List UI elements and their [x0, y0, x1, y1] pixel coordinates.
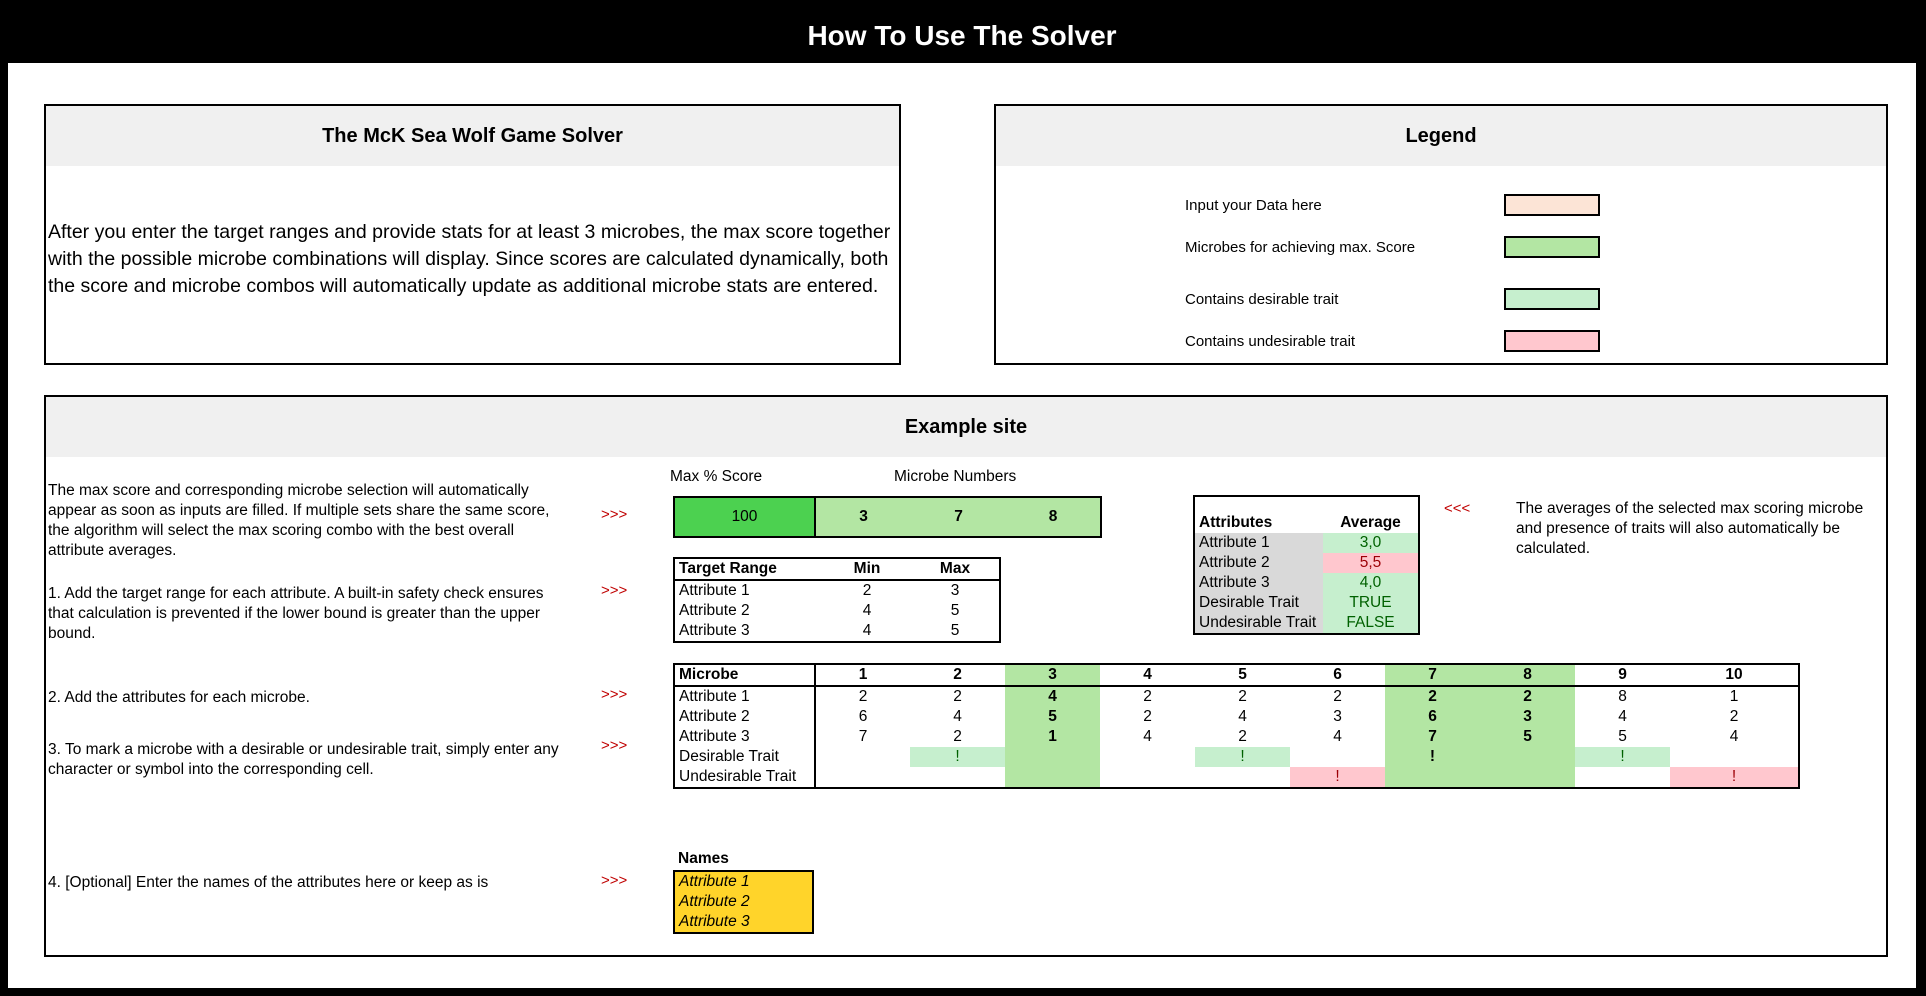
microbe-cell[interactable]: 5 — [1618, 728, 1627, 745]
min-cell[interactable]: 4 — [862, 622, 872, 639]
trait-cell[interactable]: ! — [1290, 767, 1385, 788]
table-row — [674, 580, 1000, 601]
trait-cell[interactable] — [1575, 767, 1670, 788]
arrow-indicator: >>> — [601, 686, 628, 703]
table-row — [674, 767, 1799, 788]
max-score-label: Max % Score — [670, 468, 763, 485]
row-label: Attribute 3 — [1194, 573, 1323, 593]
trait-cell[interactable] — [1670, 747, 1799, 767]
row-label: Attribute 2 — [1194, 553, 1323, 573]
microbe-header: 3 — [1005, 664, 1100, 686]
microbe-cell[interactable]: 4 — [1618, 708, 1627, 725]
spreadsheet — [8, 8, 1916, 988]
microbe-cell[interactable]: 1 — [1729, 688, 1739, 705]
trait-cell[interactable]: ! — [910, 747, 1005, 767]
table-row — [1194, 593, 1419, 613]
microbe-cell[interactable]: 2 — [858, 688, 868, 705]
target-range-table — [673, 557, 1001, 643]
trait-cell[interactable] — [910, 767, 1005, 788]
microbe-cell[interactable]: 2 — [1143, 688, 1152, 705]
row-label: Undesirable Trait — [674, 767, 815, 788]
averages-table — [1193, 495, 1420, 635]
average-value: TRUE — [1323, 593, 1419, 613]
trait-cell[interactable] — [1290, 747, 1385, 767]
microbe-cell[interactable]: 2 — [953, 728, 962, 745]
table-header: Target Range — [679, 560, 777, 577]
arrow-indicator: >>> — [601, 872, 628, 889]
trait-cell[interactable] — [815, 767, 910, 788]
table-row — [674, 871, 813, 892]
table-header: Attributes — [1199, 514, 1273, 531]
microbe-header: 7 — [1385, 664, 1480, 686]
microbe-cell[interactable]: 5 — [1480, 727, 1575, 747]
table-row — [674, 621, 1000, 642]
microbe-cell[interactable]: 4 — [1729, 728, 1739, 745]
intro-body: After you enter the target ranges and provide stats for at least 3 microbes, the max score together with the possible microbe combinations will display. Since scores are calculated dynamically, both the score and microbe combos will automatically update as additional microbe stats are entered. — [48, 221, 891, 297]
microbe-header: 9 — [1618, 666, 1627, 683]
microbe-cell[interactable]: 2 — [953, 688, 962, 705]
microbe-cell[interactable]: 2 — [1333, 688, 1342, 705]
arrow-indicator: >>> — [601, 737, 628, 754]
page-title: How To Use The Solver — [8, 8, 1916, 63]
max-cell[interactable]: 3 — [950, 582, 960, 599]
trait-cell[interactable]: ! — [1670, 767, 1799, 788]
table-row — [674, 686, 1799, 707]
microbe-cell[interactable]: 6 — [858, 708, 868, 725]
trait-cell[interactable] — [1480, 767, 1575, 788]
microbe-header: 10 — [1725, 666, 1743, 683]
microbe-cell[interactable]: 3 — [1333, 708, 1342, 725]
table-row — [674, 912, 813, 933]
microbe-header: 1 — [858, 666, 868, 683]
row-label: Attribute 1 — [674, 686, 815, 707]
microbe-header: 2 — [953, 666, 962, 683]
note-max-score: The max score and corresponding microbe selection will automatically appear as soon as inputs are filled. If multiple sets share the same score, the algorithm will select the max scoring combo with the best overall attribute averages. — [48, 482, 550, 559]
row-label: Attribute 3 — [674, 727, 815, 747]
table-header: Min — [853, 560, 881, 577]
trait-cell[interactable] — [1480, 747, 1575, 767]
average-value: FALSE — [1323, 613, 1419, 634]
attribute-name-input[interactable]: Attribute 3 — [674, 912, 813, 933]
example-title: Example site — [46, 397, 1886, 457]
trait-cell[interactable] — [1100, 747, 1195, 767]
min-cell[interactable]: 4 — [862, 602, 872, 619]
example-panel — [44, 395, 1888, 957]
microbe-cell[interactable]: 4 — [953, 708, 962, 725]
note-step4: 4. [Optional] Enter the names of the attributes here or keep as is — [48, 874, 489, 891]
table-header-row — [1194, 496, 1419, 533]
table-row — [674, 892, 813, 912]
legend-label: Contains undesirable trait — [1185, 333, 1356, 350]
microbe-cell[interactable]: 2 — [1143, 708, 1152, 725]
microbe-cell[interactable]: 4 — [1005, 686, 1100, 707]
row-label: Undesirable Trait — [1194, 613, 1323, 634]
table-row — [1194, 553, 1419, 573]
legend-swatch-input — [1504, 194, 1600, 216]
row-label: Desirable Trait — [1194, 593, 1323, 613]
microbe-number: 8 — [1006, 498, 1100, 536]
trait-cell[interactable]: ! — [1385, 747, 1480, 767]
microbe-cell[interactable]: 1 — [1005, 727, 1100, 747]
note-step2: 2. Add the attributes for each microbe. — [48, 689, 310, 706]
arrow-indicator: >>> — [601, 506, 628, 523]
table-row — [674, 727, 1799, 747]
table-header: Average — [1340, 514, 1401, 531]
microbe-cell[interactable]: 7 — [858, 728, 868, 745]
average-value: 5,5 — [1323, 553, 1419, 573]
names-label: Names — [678, 850, 729, 867]
table-row — [1194, 533, 1419, 553]
row-label: Attribute 2 — [679, 602, 750, 619]
intro-panel — [44, 104, 901, 365]
average-value: 3,0 — [1323, 533, 1419, 553]
legend-swatch-desirable — [1504, 288, 1600, 310]
microbe-cell[interactable]: 5 — [1005, 707, 1100, 727]
microbe-cell[interactable]: 4 — [1143, 728, 1152, 745]
trait-cell[interactable] — [1195, 767, 1290, 788]
names-table — [673, 870, 814, 934]
trait-cell[interactable]: ! — [1575, 747, 1670, 767]
arrow-indicator: >>> — [601, 582, 628, 599]
table-row — [1194, 573, 1419, 593]
row-label: Attribute 1 — [679, 582, 750, 599]
legend-swatch-undesirable — [1504, 330, 1600, 352]
trait-cell[interactable] — [1005, 747, 1100, 767]
row-label: Desirable Trait — [674, 747, 815, 767]
intro-title: The McK Sea Wolf Game Solver — [46, 106, 899, 166]
trait-cell[interactable] — [815, 747, 910, 767]
table-row — [674, 707, 1799, 727]
row-label: Attribute 2 — [674, 707, 815, 727]
table-row — [674, 601, 1000, 621]
microbe-cell[interactable]: 2 — [1729, 708, 1739, 725]
microbe-number: 7 — [911, 498, 1006, 536]
microbe-cell[interactable]: 6 — [1385, 707, 1480, 727]
microbe-table — [673, 663, 1800, 789]
legend-label: Input your Data here — [1185, 197, 1322, 214]
microbe-cell[interactable]: 7 — [1385, 727, 1480, 747]
max-cell[interactable]: 5 — [950, 622, 960, 639]
microbe-header: 8 — [1480, 664, 1575, 686]
trait-cell[interactable] — [1100, 767, 1195, 788]
table-row — [674, 747, 1799, 767]
microbe-header: 5 — [1238, 666, 1247, 683]
table-header-row — [674, 558, 1000, 580]
table-header: Max — [939, 560, 971, 577]
trait-cell[interactable] — [1385, 767, 1480, 788]
microbe-cell[interactable]: 4 — [1333, 728, 1342, 745]
microbe-cell[interactable]: 2 — [1480, 686, 1575, 707]
row-label: Attribute 1 — [1194, 533, 1323, 553]
attribute-name-input[interactable]: Attribute 2 — [674, 892, 813, 912]
table-row — [1194, 613, 1419, 634]
microbe-cell[interactable]: 2 — [1238, 688, 1247, 705]
legend-panel — [994, 104, 1888, 365]
attribute-name-input[interactable]: Attribute 1 — [674, 871, 813, 892]
min-cell[interactable]: 2 — [862, 582, 872, 599]
microbe-header: 6 — [1333, 666, 1342, 683]
average-value: 4,0 — [1323, 573, 1419, 593]
note-averages: The averages of the selected max scoring microbe and presence of traits will also automatically be calculated. — [1516, 500, 1864, 557]
legend-title: Legend — [996, 106, 1886, 166]
table-header: Microbe — [674, 664, 815, 686]
max-score-value: 100 — [675, 498, 816, 536]
microbe-cell[interactable]: 8 — [1618, 688, 1627, 705]
legend-swatch-max — [1504, 236, 1600, 258]
microbe-cell[interactable]: 4 — [1238, 708, 1247, 725]
score-box — [673, 496, 1102, 538]
trait-cell[interactable]: ! — [1195, 747, 1290, 767]
note-step1: 1. Add the target range for each attribute. A built-in safety check ensures that calculation is prevented if the lower bound is greater than the upper bound. — [48, 585, 544, 642]
microbe-cell[interactable]: 3 — [1480, 707, 1575, 727]
table-header-row — [674, 664, 1799, 686]
legend-label: Contains desirable trait — [1185, 291, 1339, 308]
legend-label: Microbes for achieving max. Score — [1185, 239, 1416, 256]
row-label: Attribute 3 — [679, 622, 750, 639]
microbe-cell[interactable]: 2 — [1238, 728, 1247, 745]
max-cell[interactable]: 5 — [950, 602, 960, 619]
arrow-indicator: <<< — [1444, 500, 1471, 517]
microbe-cell[interactable]: 2 — [1385, 686, 1480, 707]
note-step3: 3. To mark a microbe with a desirable or undesirable trait, simply enter any character or symbol into the corresponding cell. — [48, 741, 559, 778]
microbe-numbers-label: Microbe Numbers — [894, 468, 1017, 485]
microbe-number: 3 — [816, 498, 911, 536]
microbe-header: 4 — [1143, 666, 1152, 683]
trait-cell[interactable] — [1005, 767, 1100, 788]
